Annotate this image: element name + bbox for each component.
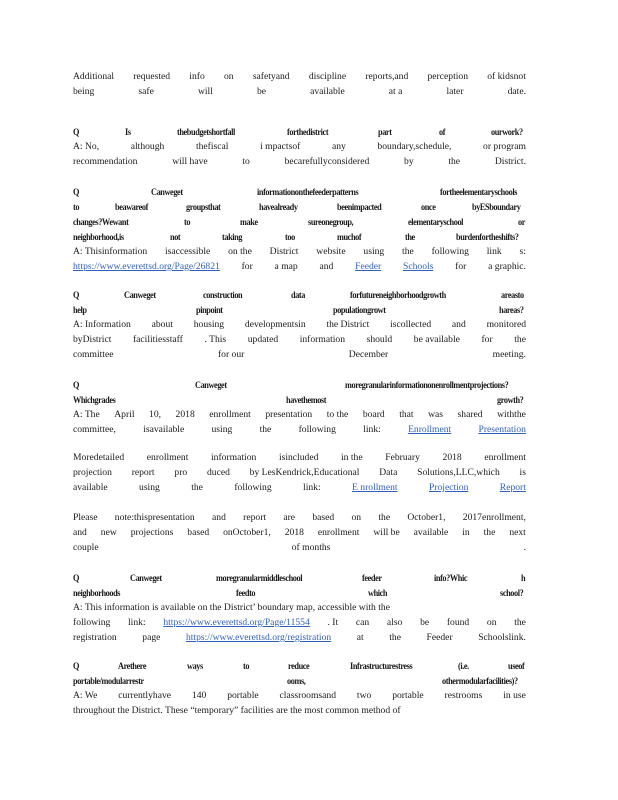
text-line xyxy=(73,705,526,718)
word: 2018 xyxy=(175,409,195,420)
district-page-link[interactable]: https://www.everettsd.org/Page/26821 xyxy=(73,261,220,272)
word: in the xyxy=(341,452,363,463)
word: Canweget xyxy=(150,187,183,197)
word: any xyxy=(331,141,346,152)
word: isaccessible xyxy=(165,246,211,257)
word: April xyxy=(114,409,135,420)
word: Whichgrades xyxy=(73,395,116,405)
question-line xyxy=(73,304,526,317)
word: in use xyxy=(503,690,526,701)
word: later xyxy=(446,86,464,97)
word: forfutureneighborhoodgrowth xyxy=(350,290,446,300)
word: following xyxy=(431,246,469,257)
word: couple xyxy=(73,542,99,553)
text-line xyxy=(73,261,526,274)
text-line xyxy=(73,527,526,540)
word: projection xyxy=(73,467,112,478)
word: using xyxy=(139,482,160,493)
word: thefiscal xyxy=(195,141,229,152)
word: restrooms xyxy=(444,690,483,701)
word: be xyxy=(420,617,430,628)
word: once xyxy=(421,202,436,212)
word: 2018 xyxy=(442,452,462,463)
word: the xyxy=(191,482,203,493)
text-line xyxy=(73,141,526,154)
word: 2018 xyxy=(284,527,304,538)
word: A: We xyxy=(73,690,98,701)
word: monitored xyxy=(486,319,526,330)
word: Canweget xyxy=(123,290,156,300)
word: muchof xyxy=(337,232,362,242)
word: currentlyhave xyxy=(118,690,172,701)
text-line xyxy=(73,71,526,84)
word: ourwork? xyxy=(490,127,523,137)
word: also xyxy=(386,617,403,628)
word: s: xyxy=(519,246,526,257)
word: 2017enrollment, xyxy=(462,512,526,523)
word: populationgrowt xyxy=(332,305,386,315)
word: the xyxy=(448,156,461,167)
word: the xyxy=(483,527,496,538)
word: pinpoint xyxy=(195,305,223,315)
word: moregranularmiddleschool xyxy=(215,573,302,583)
word: should xyxy=(366,334,393,345)
word: burdenfortheshifts? xyxy=(456,232,519,242)
word: December xyxy=(348,349,389,360)
word: help xyxy=(73,305,87,315)
word: of kidsnot xyxy=(487,71,526,82)
word: the xyxy=(389,632,401,643)
word: the xyxy=(514,334,526,345)
word: based xyxy=(312,512,335,523)
question-line xyxy=(73,186,526,199)
word: . xyxy=(523,542,526,553)
word: link: xyxy=(128,617,146,628)
word: on xyxy=(486,617,497,628)
text-line xyxy=(73,409,526,422)
word: website xyxy=(316,246,346,257)
word: for xyxy=(455,261,467,272)
word: next xyxy=(509,527,526,538)
question-line xyxy=(73,572,526,585)
word: will have xyxy=(172,156,208,167)
word: elementaryschool xyxy=(407,217,463,227)
text-line xyxy=(73,452,526,465)
text-line xyxy=(73,617,526,630)
enrollment-presentation-link[interactable]: Presentation xyxy=(478,424,526,435)
word: two xyxy=(356,690,372,701)
text-line xyxy=(73,334,526,347)
word: pro xyxy=(174,467,188,478)
word: or xyxy=(518,217,526,227)
word: in xyxy=(462,527,470,538)
word: A: This information is available on the District’ boundary map, accessible with the xyxy=(73,602,390,613)
word: of xyxy=(438,127,445,137)
word: the xyxy=(402,246,414,257)
word: following xyxy=(73,617,111,628)
question-line xyxy=(73,587,526,600)
text-line xyxy=(73,319,526,332)
word: isincluded xyxy=(278,452,319,463)
word: construction xyxy=(202,290,243,300)
word: enrollment xyxy=(146,452,189,463)
word: Moredetailed xyxy=(73,452,125,463)
word: data xyxy=(290,290,305,300)
word: on the xyxy=(228,246,252,257)
word: was xyxy=(428,409,444,420)
word: i mpactsof xyxy=(260,141,301,152)
word: note:thispresentation xyxy=(114,512,195,523)
word: meeting. xyxy=(492,349,526,360)
word: A: The xyxy=(73,409,100,420)
word: which xyxy=(368,588,388,598)
word: committee xyxy=(73,349,114,360)
feeder-schools-link[interactable]: Schools xyxy=(403,261,434,272)
word: although xyxy=(130,141,165,152)
word: not xyxy=(170,232,181,242)
word: District xyxy=(269,246,299,257)
text-line xyxy=(73,542,526,555)
question-line xyxy=(73,289,526,302)
word: isavailable xyxy=(143,424,185,435)
word: information xyxy=(299,334,346,345)
word: Q xyxy=(73,661,80,671)
question-line xyxy=(73,216,526,229)
text-line xyxy=(73,690,526,703)
word: report xyxy=(243,512,267,523)
word: Additional xyxy=(73,71,115,82)
word: beawareof xyxy=(114,202,148,212)
word: the xyxy=(259,424,272,435)
word: is xyxy=(519,467,526,478)
enrollment-presentation-link[interactable]: Enrollment xyxy=(408,424,452,435)
text-line xyxy=(73,424,526,437)
word: othermodularfacilities)? xyxy=(441,676,518,686)
word: groupsthat xyxy=(186,202,221,212)
word: neighborhood,is xyxy=(73,232,124,242)
word: to the xyxy=(326,409,349,420)
feeder-schools-link[interactable]: Feeder xyxy=(355,261,382,272)
word: 140 xyxy=(191,690,207,701)
word: based xyxy=(187,527,210,538)
word: enrollment xyxy=(317,527,360,538)
question-line xyxy=(73,201,526,214)
word: report xyxy=(131,467,155,478)
registration-page-link[interactable]: https://www.everettsd.org/registration xyxy=(185,632,332,643)
word: page xyxy=(142,632,161,643)
boundary-map-link[interactable]: https://www.everettsd.org/Page/11554 xyxy=(163,617,310,628)
word: Schoolslink. xyxy=(478,632,526,643)
word: the District xyxy=(326,319,370,330)
word: feedto xyxy=(236,588,256,598)
word: using xyxy=(363,246,385,257)
word: portable/modularrestr xyxy=(73,676,144,686)
word: updated xyxy=(247,334,279,345)
word: ways xyxy=(187,661,204,671)
text-line xyxy=(73,482,526,495)
word: withthe xyxy=(497,409,526,420)
word: hareas? xyxy=(498,305,524,315)
word: presentation xyxy=(265,409,313,420)
word: enrollment xyxy=(209,409,251,420)
word: school? xyxy=(500,588,524,598)
word: h xyxy=(521,573,526,583)
question-line xyxy=(73,231,526,244)
word: enrollment xyxy=(484,452,526,463)
word: beenimpacted xyxy=(337,202,382,212)
word: District. xyxy=(494,156,526,167)
word: found xyxy=(446,617,470,628)
word: A: Information xyxy=(73,319,131,330)
word: taking xyxy=(222,232,243,242)
word: Data xyxy=(379,467,398,478)
word: moregranularinformationonenrollmentprojections? xyxy=(344,380,508,390)
word: being xyxy=(73,86,95,97)
word: about xyxy=(151,319,173,330)
word: sureonegroup, xyxy=(308,217,354,227)
word: useof xyxy=(507,661,525,671)
word: boundary,schedule, xyxy=(377,141,452,152)
word: registration xyxy=(73,632,117,643)
word: link: xyxy=(363,424,381,435)
word: board xyxy=(362,409,385,420)
word: facilitiesstaff xyxy=(132,334,183,345)
word: link xyxy=(486,246,502,257)
word: be xyxy=(256,86,267,97)
word: Q xyxy=(73,380,80,390)
word: a map xyxy=(274,261,298,272)
word: requested xyxy=(133,71,171,82)
word: perception xyxy=(427,71,468,82)
word: the xyxy=(404,232,415,242)
word: Q xyxy=(73,290,80,300)
word: new xyxy=(100,527,117,538)
word: available xyxy=(413,527,449,538)
word: changes?Wewant xyxy=(73,217,129,227)
word: date. xyxy=(507,86,526,97)
word: byESboundary xyxy=(472,202,521,212)
word: recommendation xyxy=(73,156,138,167)
word: part xyxy=(377,127,392,137)
word: at xyxy=(356,632,364,643)
word: forthedistrict xyxy=(286,127,328,137)
word: on xyxy=(351,512,362,523)
word: safetyand xyxy=(252,71,290,82)
word: of months xyxy=(291,542,331,553)
word: Please xyxy=(73,512,98,523)
word: February xyxy=(385,452,420,463)
word: that xyxy=(399,409,414,420)
word: to xyxy=(243,661,250,671)
word: discipline xyxy=(308,71,347,82)
word: or program xyxy=(483,141,526,152)
word: A: No, xyxy=(73,141,100,152)
word: will xyxy=(197,86,213,97)
word: classroomsand xyxy=(279,690,337,701)
enrollment-projection-report-link[interactable]: Projection xyxy=(428,482,469,493)
word: available xyxy=(310,86,345,97)
word: A: Thisinformation xyxy=(73,246,148,257)
word: make xyxy=(239,217,258,227)
word: Feeder xyxy=(426,632,453,643)
word: be available xyxy=(413,334,460,345)
word: can xyxy=(355,617,370,628)
word: on xyxy=(223,71,234,82)
word: becarefullyconsidered xyxy=(284,156,370,167)
word: info?Whic xyxy=(434,573,468,583)
text-line xyxy=(73,349,526,362)
word: Q xyxy=(73,187,80,197)
question-line xyxy=(73,675,526,688)
word: committee, xyxy=(73,424,116,435)
question-line xyxy=(73,126,526,139)
word: projections xyxy=(130,527,174,538)
word: reports,and xyxy=(365,71,409,82)
word: ooms, xyxy=(286,676,305,686)
word: informationonthefeederpatterns xyxy=(256,187,359,197)
text-line xyxy=(73,512,526,525)
word: are xyxy=(283,512,296,523)
text-line xyxy=(73,467,526,480)
word: to xyxy=(183,217,190,227)
enrollment-projection-report-link[interactable]: E nrollment xyxy=(352,482,398,493)
word: Infrastructurestress xyxy=(350,661,413,671)
word: for xyxy=(481,334,493,345)
word: feeder xyxy=(361,573,382,583)
word: to xyxy=(73,202,80,212)
word: info xyxy=(189,71,205,82)
text-line xyxy=(73,156,526,169)
question-line xyxy=(73,660,526,673)
word: and xyxy=(451,319,466,330)
word: neighborhoods xyxy=(73,588,121,598)
word: following xyxy=(234,482,272,493)
word: Is xyxy=(125,127,131,137)
word: for our xyxy=(217,349,245,360)
word: and xyxy=(73,527,87,538)
word: Q xyxy=(73,127,80,137)
word: developmentsin xyxy=(244,319,306,330)
text-line xyxy=(73,86,526,99)
word: portable xyxy=(227,690,259,701)
word: Q xyxy=(73,573,80,583)
word: using xyxy=(211,424,233,435)
word: available xyxy=(73,482,108,493)
word: safe xyxy=(138,86,154,97)
word: onOctober1, xyxy=(223,527,271,538)
word: throughout the District. These “temporary” facilities are the most common method of xyxy=(73,705,401,716)
question-line xyxy=(73,379,526,392)
word: 10, xyxy=(149,409,162,420)
enrollment-projection-report-link[interactable]: Report xyxy=(499,482,526,493)
word: reduce xyxy=(288,661,310,671)
word: . This xyxy=(204,334,227,345)
text-line xyxy=(73,632,526,645)
word: for xyxy=(241,261,253,272)
word: too xyxy=(285,232,296,242)
word: thebudgetshortfall xyxy=(176,127,235,137)
word: Canweget xyxy=(194,380,227,390)
word: portable xyxy=(392,690,424,701)
word: Arethere xyxy=(117,661,147,671)
word: the xyxy=(514,617,526,628)
word: will be xyxy=(373,527,400,538)
word: Solutions,LLC,which xyxy=(417,467,500,478)
question-line xyxy=(73,394,526,407)
word: to xyxy=(242,156,250,167)
word: housing xyxy=(193,319,225,330)
word: and xyxy=(212,512,226,523)
text-line xyxy=(73,246,526,259)
word: areasto xyxy=(500,290,524,300)
word: havethemost xyxy=(286,395,327,405)
word: Canweget xyxy=(130,573,162,583)
word: byDistrict xyxy=(73,334,112,345)
word: duced xyxy=(206,467,230,478)
word: . It xyxy=(327,617,339,628)
word: October1, xyxy=(407,512,446,523)
word: information xyxy=(211,452,257,463)
word: shared xyxy=(457,409,483,420)
word: link: xyxy=(303,482,321,493)
word: by xyxy=(404,156,414,167)
text-line xyxy=(73,602,526,615)
word: growth? xyxy=(496,395,524,405)
word: iscollected xyxy=(390,319,432,330)
word: a graphic. xyxy=(488,261,526,272)
word: at a xyxy=(388,86,403,97)
word: (i.e. xyxy=(457,661,469,671)
word: following xyxy=(298,424,336,435)
word: havealready xyxy=(259,202,298,212)
word: by LesKendrick,Educational xyxy=(249,467,360,478)
word: and xyxy=(319,261,334,272)
word: fortheelementaryschools xyxy=(440,187,518,197)
word: the xyxy=(378,512,391,523)
